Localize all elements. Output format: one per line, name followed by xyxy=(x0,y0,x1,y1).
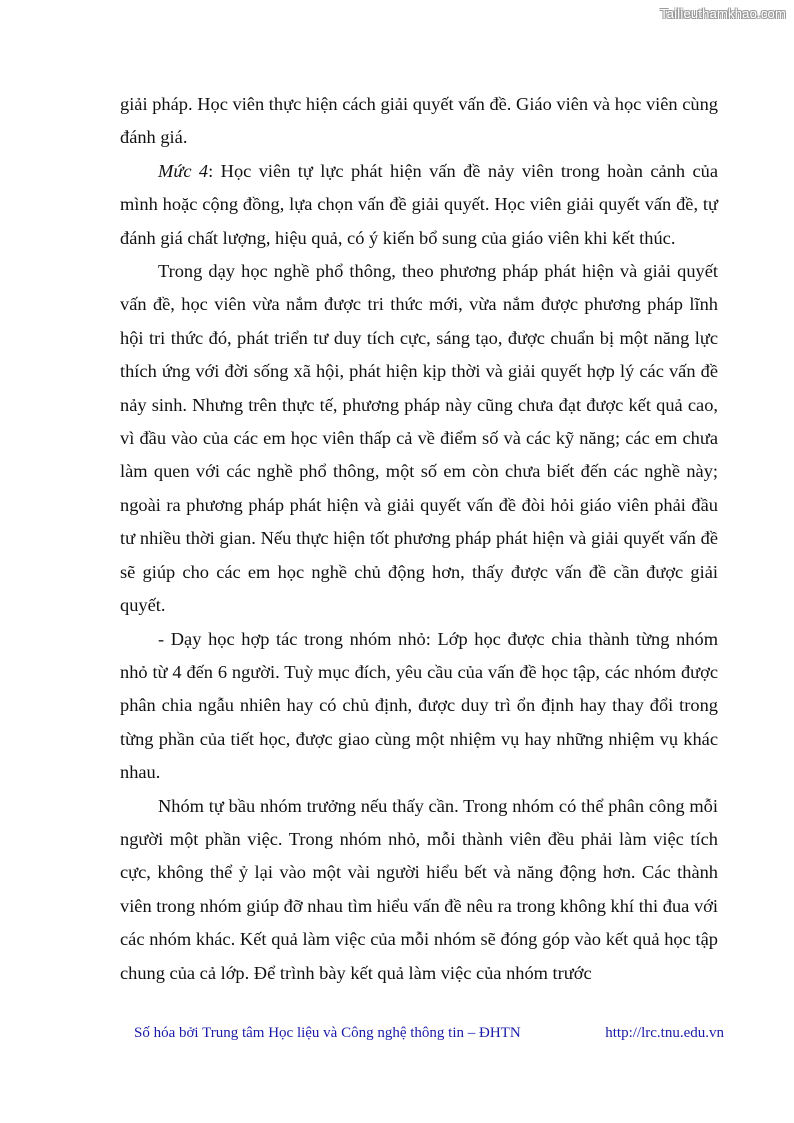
page-footer xyxy=(134,1025,724,1042)
level-label: Mức 4 xyxy=(158,160,209,181)
watermark: Tailieuthamkhao.com xyxy=(660,6,786,21)
footer-url[interactable]: http://lrc.tnu.edu.vn xyxy=(605,1025,724,1041)
paragraph-4: - Dạy học hợp tác trong nhóm nhỏ: Lớp học được chia thành từng nhóm nhỏ từ 4 đến 6 người. Tuỳ mục đích, yêu cầu của vấn đề học tập, các nhóm được phân chia ngẫu nhiên hay có chủ định, được duy trì ổn định hay thay đổi trong từng phần của tiết học, được giao cùng một nhiệm vụ hay những nhiệm vụ khác nhau. xyxy=(120,628,718,783)
paragraph-2 xyxy=(120,155,718,255)
paragraph-1: giải pháp. Học viên thực hiện cách giải quyết vấn đề. Giáo viên và học viên cùng đánh giá. xyxy=(120,94,718,148)
paragraph-2-text: : Học viên tự lực phát hiện vấn đề nảy viên trong hoàn cảnh của mình hoặc cộng đồng, lựa chọn vấn đề giải quyết. Học viên giải quyết vấn đề, tự đánh giá chất lượng, hiệu quả, có ý kiến bổ sung của giáo viên khi kết thúc. xyxy=(120,160,718,248)
document-body xyxy=(120,88,718,990)
footer-credit: Số hóa bởi Trung tâm Học liệu và Công nghệ thông tin – ĐHTN xyxy=(134,1025,521,1041)
paragraph-5: Nhóm tự bầu nhóm trưởng nếu thấy cần. Trong nhóm có thể phân công mỗi người một phần việc. Trong nhóm nhỏ, mỗi thành viên đều phải làm việc tích cực, không thể ỷ lại vào một vài người hiểu bết và năng động hơn. Các thành viên trong nhóm giúp đỡ nhau tìm hiểu vấn đề nêu ra trong không khí thi đua với các nhóm khác. Kết quả làm việc của mỗi nhóm sẽ đóng góp vào kết quả học tập chung của cả lớp. Để trình bày kết quả làm việc của nhóm trước xyxy=(120,795,718,983)
paragraph-3: Trong dạy học nghề phổ thông, theo phương pháp phát hiện và giải quyết vấn đề, học viên vừa nắm được tri thức mới, vừa nắm được phương pháp lĩnh hội tri thức đó, phát triển tư duy tích cực, sáng tạo, được chuẩn bị một năng lực thích ứng với đời sống xã hội, phát hiện kịp thời và giải quyết hợp lý các vấn đề nảy sinh. Nhưng trên thực tế, phương pháp này cũng chưa đạt được kết quả cao, vì đầu vào của các em học viên thấp cả về điểm số và các kỹ năng; các em chưa làm quen với các nghề phổ thông, một số em còn chưa biết đến các nghề này; ngoài ra phương pháp phát hiện và giải quyết vấn đề đòi hỏi giáo viên phải đầu tư nhiều thời gian. Nếu thực hiện tốt phương pháp phát hiện và giải quyết vấn đề sẽ giúp cho các em học nghề chủ động hơn, thấy được vấn đề cần được giải quyết. xyxy=(120,261,718,616)
